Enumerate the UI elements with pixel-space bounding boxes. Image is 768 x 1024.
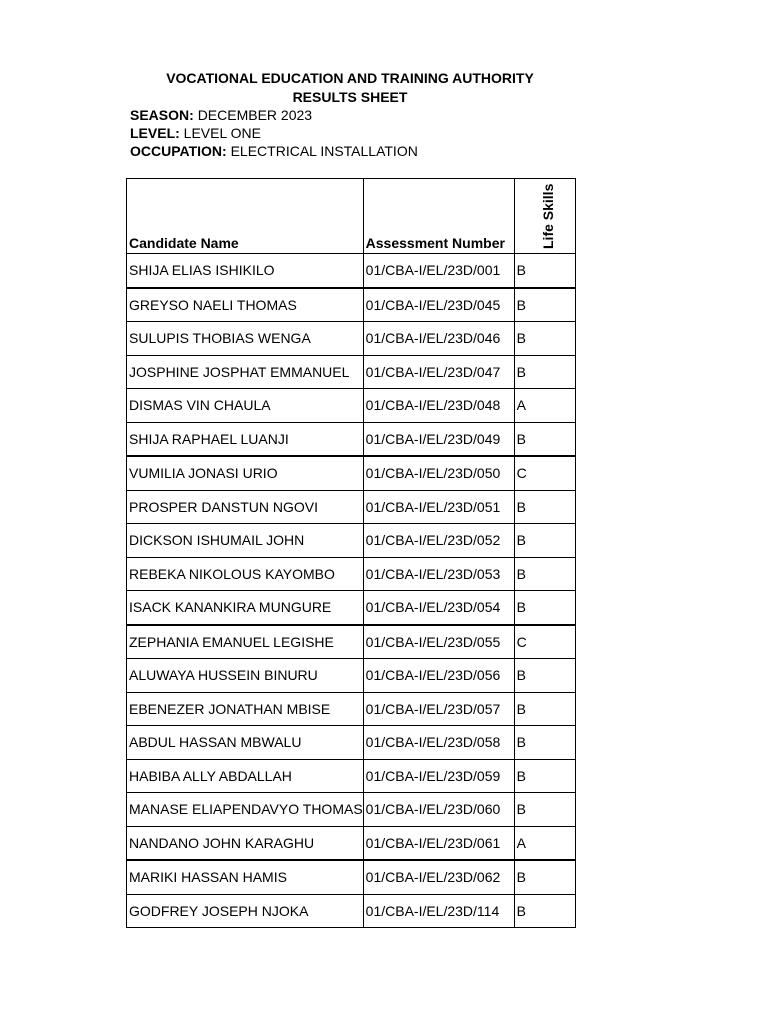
table-row [127,860,576,894]
table-row [127,759,576,793]
column-header-assessment-number: Assessment Number [363,179,514,254]
candidate-name-cell: SHIJA RAPHAEL LUANJI [127,422,364,456]
assessment-number-cell: 01/CBA-I/EL/23D/054 [363,591,514,625]
results-body [127,254,576,928]
life-skills-grade-cell: B [514,591,575,625]
assessment-number-cell: 01/CBA-I/EL/23D/048 [363,389,514,423]
assessment-number-cell: 01/CBA-I/EL/23D/061 [363,826,514,860]
assessment-number-cell: 01/CBA-I/EL/23D/051 [363,490,514,524]
candidate-name-cell: SHIJA ELIAS ISHIKILO [127,254,364,288]
season-value: DECEMBER 2023 [197,107,313,123]
season-label: SEASON: [130,107,194,123]
season-line [130,107,312,124]
life-skills-grade-cell: B [514,692,575,726]
life-skills-grade-cell: C [514,456,575,490]
candidate-name-cell: HABIBA ALLY ABDALLAH [127,759,364,793]
occupation-line [130,143,418,160]
assessment-number-cell: 01/CBA-I/EL/23D/057 [363,692,514,726]
table-row [127,659,576,693]
candidate-name-cell: GREYSO NAELI THOMAS [127,288,364,322]
table-row [127,456,576,490]
table-header-row [127,179,576,254]
assessment-number-cell: 01/CBA-I/EL/23D/049 [363,422,514,456]
life-skills-grade-cell: B [514,322,575,356]
assessment-number-cell: 01/CBA-I/EL/23D/114 [363,894,514,928]
table-row [127,355,576,389]
life-skills-grade-cell: B [514,355,575,389]
candidate-name-cell: MANASE ELIAPENDAVYO THOMAS [127,793,364,827]
occupation-value: ELECTRICAL INSTALLATION [230,143,418,159]
life-skills-grade-cell: C [514,625,575,659]
candidate-name-cell: MARIKI HASSAN HAMIS [127,860,364,894]
results-table [126,178,576,928]
life-skills-grade-cell: B [514,524,575,558]
candidate-name-cell: ISACK KANANKIRA MUNGURE [127,591,364,625]
life-skills-grade-cell: B [514,793,575,827]
candidate-name-cell: ALUWAYA HUSSEIN BINURU [127,659,364,693]
occupation-label: OCCUPATION: [130,143,227,159]
table-row [127,826,576,860]
assessment-number-cell: 01/CBA-I/EL/23D/047 [363,355,514,389]
level-label: LEVEL: [130,125,180,141]
candidate-name-cell: VUMILIA JONASI URIO [127,456,364,490]
candidate-name-cell: DICKSON ISHUMAIL JOHN [127,524,364,558]
candidate-name-cell: GODFREY JOSEPH NJOKA [127,894,364,928]
life-skills-grade-cell: B [514,254,575,288]
table-row [127,389,576,423]
assessment-number-cell: 01/CBA-I/EL/23D/060 [363,793,514,827]
life-skills-grade-cell: B [514,894,575,928]
table-row [127,894,576,928]
table-row [127,254,576,288]
life-skills-grade-cell: B [514,860,575,894]
assessment-number-cell: 01/CBA-I/EL/23D/045 [363,288,514,322]
candidate-name-cell: PROSPER DANSTUN NGOVI [127,490,364,524]
column-header-life-skills [514,179,575,254]
candidate-name-cell: JOSPHINE JOSPHAT EMMANUEL [127,355,364,389]
candidate-name-cell: REBEKA NIKOLOUS KAYOMBO [127,557,364,591]
table-row [127,524,576,558]
assessment-number-cell: 01/CBA-I/EL/23D/052 [363,524,514,558]
column-header-candidate-name: Candidate Name [127,179,364,254]
life-skills-label: Life Skills [539,183,556,249]
assessment-number-cell: 01/CBA-I/EL/23D/056 [363,659,514,693]
assessment-number-cell: 01/CBA-I/EL/23D/059 [363,759,514,793]
assessment-number-cell: 01/CBA-I/EL/23D/046 [363,322,514,356]
life-skills-grade-cell: A [514,826,575,860]
assessment-number-cell: 01/CBA-I/EL/23D/050 [363,456,514,490]
level-line [130,125,261,142]
table-row [127,422,576,456]
sheet-title: RESULTS SHEET [292,89,408,105]
table-row [127,288,576,322]
life-skills-grade-cell: B [514,490,575,524]
candidate-name-cell: NANDANO JOHN KARAGHU [127,826,364,860]
table-row [127,793,576,827]
candidate-name-cell: SULUPIS THOBIAS WENGA [127,322,364,356]
table-row [127,692,576,726]
life-skills-grade-cell: B [514,422,575,456]
candidate-name-cell: DISMAS VIN CHAULA [127,389,364,423]
life-skills-grade-cell: B [514,557,575,591]
life-skills-grade-cell: B [514,759,575,793]
table-row [127,591,576,625]
assessment-number-cell: 01/CBA-I/EL/23D/062 [363,860,514,894]
life-skills-grade-cell: B [514,659,575,693]
candidate-name-cell: ZEPHANIA EMANUEL LEGISHE [127,625,364,659]
table-row [127,726,576,760]
candidate-name-cell: EBENEZER JONATHAN MBISE [127,692,364,726]
life-skills-grade-cell: B [514,288,575,322]
assessment-number-cell: 01/CBA-I/EL/23D/001 [363,254,514,288]
life-skills-grade-cell: B [514,726,575,760]
level-value: LEVEL ONE [183,125,261,141]
assessment-number-cell: 01/CBA-I/EL/23D/055 [363,625,514,659]
candidate-name-cell: ABDUL HASSAN MBWALU [127,726,364,760]
authority-title: VOCATIONAL EDUCATION AND TRAINING AUTHORITY [166,70,534,86]
assessment-number-cell: 01/CBA-I/EL/23D/053 [363,557,514,591]
table-row [127,490,576,524]
life-skills-grade-cell: A [514,389,575,423]
assessment-number-cell: 01/CBA-I/EL/23D/058 [363,726,514,760]
table-row [127,625,576,659]
table-row [127,557,576,591]
table-row [127,322,576,356]
